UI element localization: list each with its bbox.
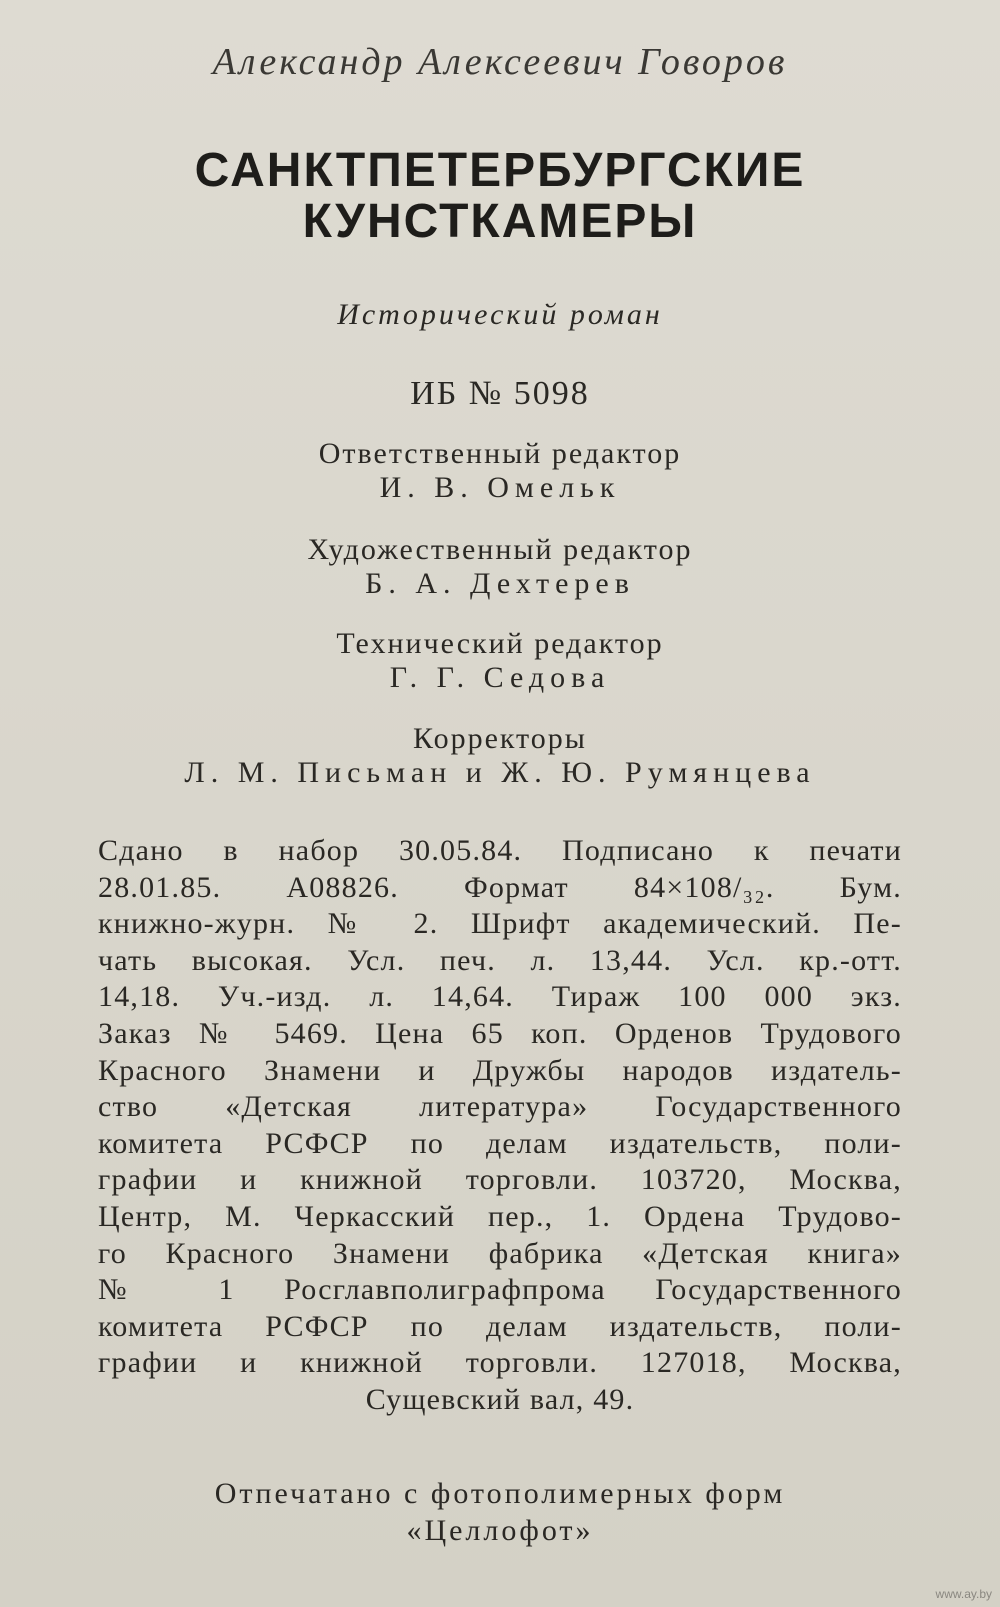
imprint-line: Красного Знамени и Дружбы народов издатель- — [98, 1053, 902, 1087]
source-watermark: www.ay.by — [935, 1587, 992, 1601]
credit-name-technical-editor: Г. Г. Седова — [389, 661, 611, 694]
imprint-line: книжно-журн. № 2. Шрифт академический. Пе- — [98, 907, 902, 941]
credit-role-technical-editor: Технический редактор — [336, 627, 664, 660]
imprint-line: го Красного Знамени фабрика «Детская книга» — [98, 1236, 902, 1270]
credit-name-proofreaders: Л. М. Письман и Ж. Ю. Румянцева — [184, 756, 816, 789]
imprint-line: ство «Детская литература» Государственного — [98, 1090, 902, 1124]
credit-role-proofreaders: Корректоры — [413, 722, 587, 755]
imprint-block — [98, 833, 902, 1419]
imprint-line: Сущевский вал, 49. — [365, 1382, 635, 1416]
imprint-line: 28.01.85. А08826. Формат 84×108/₃₂. Бум. — [98, 870, 902, 904]
imprint-line: № 1 Росглавполиграфпрома Государственного — [98, 1273, 902, 1307]
printing-note-line-2: «Целлофот» — [406, 1514, 594, 1547]
imprint-line: Заказ № 5469. Цена 65 коп. Орденов Трудового — [98, 1016, 902, 1050]
imprint-line: Сдано в набор 30.05.84. Подписано к печати — [98, 834, 902, 867]
credit-name-responsible-editor: И. В. Омельк — [379, 471, 621, 504]
imprint-line: комитета РСФСР по делам издательств, поли- — [98, 1309, 902, 1343]
author-name: Александр Алексеевич Говоров — [212, 41, 788, 83]
imprint-line: Центр, М. Черкасский пер., 1. Ордена Трудово- — [98, 1199, 902, 1233]
book-title-line-1: САНКТПЕТЕРБУРГСКИЕ — [194, 144, 806, 197]
ib-number: ИБ № 5098 — [410, 375, 590, 412]
credit-role-art-editor: Художественный редактор — [307, 533, 693, 566]
imprint-line: комитета РСФСР по делам издательств, поли- — [98, 1126, 902, 1160]
imprint-line: чать высокая. Усл. печ. л. 13,44. Усл. кр.-отт. — [98, 943, 902, 977]
genre-subtitle: Исторический роман — [337, 298, 663, 331]
imprint-line: графии и книжной торговли. 127018, Москва, — [98, 1346, 902, 1380]
credit-name-art-editor: Б. А. Дехтерев — [365, 567, 635, 600]
imprint-line: 14,18. Уч.-изд. л. 14,64. Тираж 100 000 экз. — [98, 980, 902, 1014]
printing-note-line-1: Отпечатано с фотополимерных форм — [214, 1477, 786, 1510]
credit-role-responsible-editor: Ответственный редактор — [318, 437, 682, 470]
imprint-line: графии и книжной торговли. 103720, Москва, — [98, 1163, 902, 1197]
book-title-line-2: КУНСТКАМЕРЫ — [302, 195, 698, 248]
